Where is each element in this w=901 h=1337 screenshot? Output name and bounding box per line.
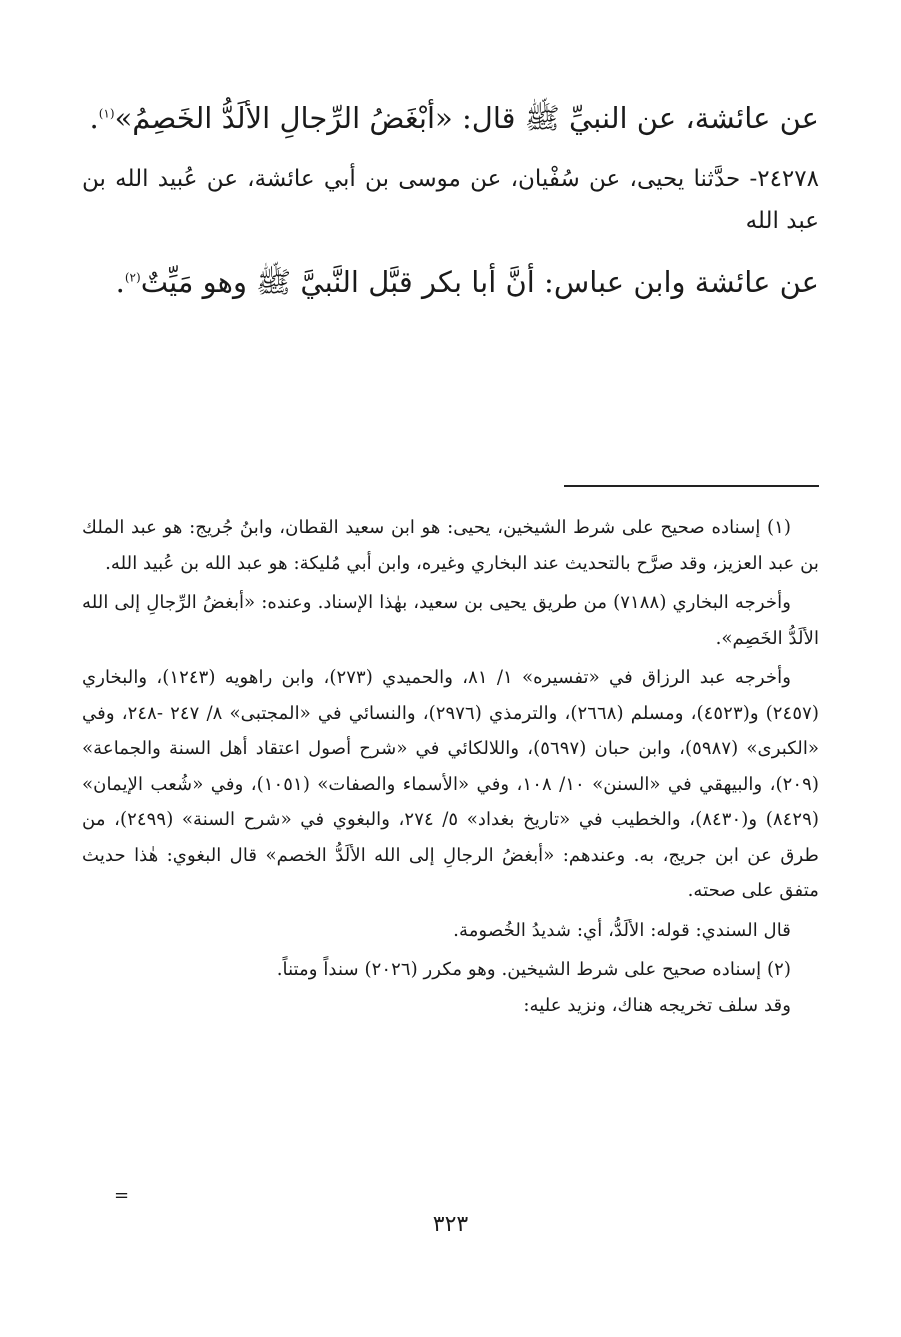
period: . xyxy=(115,265,125,299)
page-number: ٣٢٣ xyxy=(432,1212,469,1237)
footnote-paragraph: وقد سلف تخريجه هناك، ونزيد عليه: xyxy=(523,994,791,1016)
footnote-paragraph: وأخرجه عبد الرزاق في «تفسيره» ١/ ٨١، والحميدي (٢٧٣)، وابن راهويه (١٢٤٣)، والبخاري (٢٤٥٧) و(٤٥٢٣)، ومسلم (٢٦٦٨)، والترمذي (٢٩٧٦)، والنسائي في «المجتبى» ٨/ ٢٤٧ -٢٤٨، وفي «الكبرى» (٥٩٨٧)، وابن حبان (٥٦٩٧)، واللالكائي في «شرح أصول اعتقاد أهل السنة والجماعة» (٢٠٩)، والبيهقي في «السنن» ١٠/ ١٠٨، وفي «الأسماء والصفات» (١٠٥١)، وفي «شُعب الإيمان» (٨٤٢٩) و(٨٤٣٠)، والخطيب في «تاريخ بغداد» ٥/ ٢٧٤، والبغوي في «شرح السنة» (٢٤٩٩)، من طرق عن ابن جريج، به. وعندهم: «أبغضُ الرجالِ إلى الله الألَدُّ الخصم» قال البغوي: هٰذا حديث متفق على صحته. xyxy=(82,667,820,901)
hadith-text: عن عائشة وابن عباس: أنَّ أبا بكر قبَّل النَّبيَّ ﷺ وهو مَيِّتٌ xyxy=(140,265,819,299)
footnotes xyxy=(82,510,819,1023)
footnote-paragraph: وأخرجه البخاري (٧١٨٨) من طريق يحيى بن سعيد، بهٰذا الإسناد. وعنده: «أبغضُ الرِّجالِ إلى الله الألَدُّ الخَصِم». xyxy=(82,592,819,649)
hadith-text: عن عائشة، عن النبيِّ ﷺ قال: «أبْغَضُ الرِّجالِ الألَدُّ الخَصِمُ» xyxy=(114,101,819,135)
hadith-chain: ٢٤٢٧٨- حدَّثنا يحيى، عن سُفْيان، عن موسى بن أبي عائشة، عن عُبيد الله بن عبد الله xyxy=(82,166,819,234)
footnote-paragraph: (٢) إسناده صحيح على شرط الشيخين. وهو مكرر (٢٠٢٦) سنداً ومتناً. xyxy=(276,959,791,980)
period: . xyxy=(89,101,99,135)
footnote-separator xyxy=(564,485,819,487)
hadith-paragraph xyxy=(82,256,819,308)
continuation-mark: = xyxy=(114,1185,130,1206)
footnote-ref: (٢) xyxy=(124,270,141,285)
hadith-paragraph xyxy=(82,92,819,144)
footnote-paragraph: (١) إسناده صحيح على شرط الشيخين، يحيى: هو ابن سعيد القطان، وابنُ جُريج: هو عبد الملك بن عبد العزيز، وقد صرَّح بالتحديث عند البخاري وغيره، وابن أبي مُليكة: هو عبد الله بن عُبيد الله. xyxy=(82,517,819,574)
main-text xyxy=(82,92,819,308)
footnote-paragraph: قال السندي: قوله: الألَدُّ، أي: شديدُ الخُصومة. xyxy=(453,919,791,941)
footnote-ref: (١) xyxy=(98,106,115,121)
